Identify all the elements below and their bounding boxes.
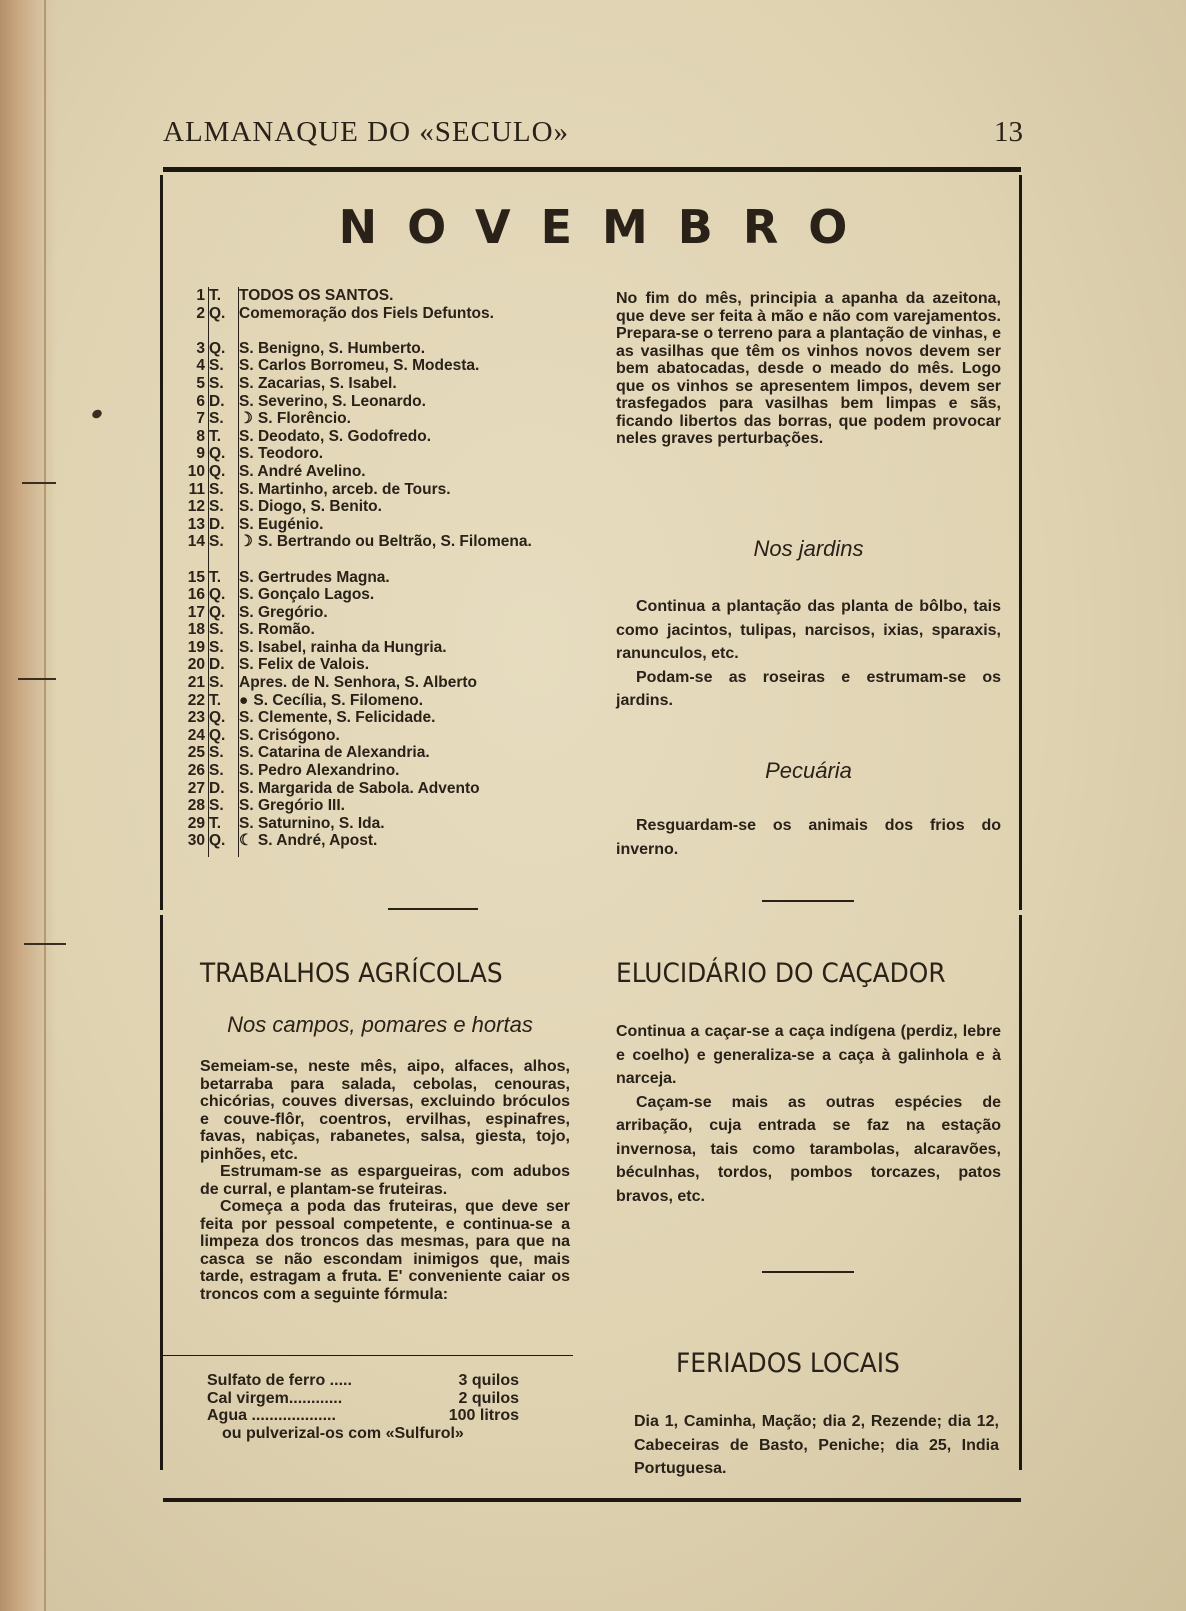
jardins-heading: Nos jardins bbox=[753, 536, 864, 561]
day-number: 1 bbox=[196, 287, 205, 304]
weekday: T. bbox=[209, 691, 222, 709]
day-number: 22 bbox=[187, 691, 205, 709]
saints-of-day: S. Clemente, S. Felicidade. bbox=[239, 709, 436, 727]
calendar-row bbox=[168, 604, 578, 622]
day-number: 23 bbox=[187, 709, 205, 727]
page-header bbox=[163, 116, 1023, 156]
pecuaria-heading: Pecuária bbox=[765, 758, 852, 783]
weekday: D. bbox=[209, 392, 225, 410]
day-number: 15 bbox=[187, 568, 205, 586]
weekday: S. bbox=[209, 744, 224, 762]
calendar-row bbox=[168, 692, 578, 710]
calendar-row bbox=[168, 656, 578, 674]
saints-of-day: ☾ S. André, Apost. bbox=[239, 832, 378, 850]
saints-of-day: S. Eugénio. bbox=[239, 515, 324, 533]
calendar-row bbox=[168, 709, 578, 727]
calendar-row bbox=[168, 744, 578, 762]
bottom-rule bbox=[163, 1498, 1021, 1502]
saints-of-day: S. Teodoro. bbox=[239, 445, 324, 463]
day-number: 9 bbox=[196, 445, 205, 463]
saints-of-day: S. Severino, S. Leonardo. bbox=[239, 392, 426, 410]
calendar-row bbox=[168, 516, 578, 534]
saints-of-day: S. Benigno, S. Humberto. bbox=[239, 339, 426, 357]
saints-of-day: ☽ S. Bertrando ou Beltrão, S. Filomena. bbox=[239, 533, 532, 551]
calendar-row bbox=[168, 832, 578, 850]
binding-edge bbox=[0, 0, 56, 1611]
saints-of-day: S. Catarina de Alexandria. bbox=[239, 744, 430, 762]
month-title: NOVEMBRO bbox=[338, 200, 878, 254]
trabalhos-p2: Estrumam-se as espargueiras, com adubos de curral, e plantam-se fruteiras. bbox=[200, 1163, 570, 1198]
weekday: S. bbox=[209, 498, 224, 516]
weekday: S. bbox=[209, 480, 224, 498]
formula-row bbox=[207, 1372, 537, 1390]
formula-quantity: 2 quilos bbox=[458, 1389, 519, 1407]
running-title: ALMANAQUE DO «SECULO» bbox=[163, 116, 570, 148]
moon-phase-icon: ☽ bbox=[239, 533, 253, 551]
day-number: 19 bbox=[187, 638, 205, 656]
separator bbox=[762, 900, 854, 902]
weekday: Q. bbox=[209, 445, 226, 463]
cacador-text bbox=[616, 1020, 1001, 1208]
separator bbox=[762, 1271, 854, 1273]
calendar-row bbox=[168, 305, 578, 340]
feriados-p1: Dia 1, Caminha, Mação; dia 2, Rezende; dia 12, Cabeceiras de Basto, Peniche; dia 25, India Portuguesa. bbox=[634, 1413, 999, 1477]
feriados-title: FERIADOS LOCAIS bbox=[676, 1348, 900, 1379]
day-number: 7 bbox=[196, 410, 205, 428]
weekday: S. bbox=[209, 621, 224, 639]
formula-item: Cal virgem............ bbox=[207, 1389, 343, 1407]
calendar-row bbox=[168, 674, 578, 692]
day-number: 14 bbox=[187, 533, 205, 551]
day-number: 26 bbox=[187, 762, 205, 780]
calendar-row bbox=[168, 762, 578, 780]
formula-quantity: 3 quilos bbox=[458, 1372, 519, 1389]
weekday: Q. bbox=[209, 586, 226, 604]
saints-of-day: S. Gertrudes Magna. bbox=[239, 568, 390, 586]
calendar-row bbox=[168, 727, 578, 745]
calendar-list bbox=[168, 287, 578, 850]
formula-divider bbox=[163, 1355, 573, 1356]
day-number: 11 bbox=[188, 480, 205, 498]
trabalhos-p1: Semeiam-se, neste mês, aipo, alfaces, alhos, betarraba para salada, cebolas, cenouras, chicórias, couves diversas, excluindo bróculos e couve-flôr, coentros, ervilhas, espinafres, favas, nabiças, rabanetes, salsa, giesta, tojo, pinhões, etc. bbox=[200, 1058, 570, 1163]
jardins-p1: Continua a plantação das planta de bôlbo, tais como jacintos, tulipas, narcisos, ixias, sparaxis, ranunculos, etc. bbox=[616, 598, 1001, 662]
jardins-text bbox=[616, 595, 1001, 713]
weekday: T. bbox=[209, 814, 222, 832]
day-number: 21 bbox=[187, 674, 205, 692]
formula-item: Sulfato de ferro ..... bbox=[207, 1372, 352, 1389]
trabalhos-p3: Começa a poda das fruteiras, que deve ser feita por pessoal competente, e continua-se a limpeza dos troncos das mesmas, para que na casca se não escondam inimigos que, mais tarde, estragam a fruta. E' conveniente caiar os troncos com a seguinte fórmula: bbox=[200, 1198, 570, 1303]
trabalhos-text bbox=[200, 1058, 570, 1303]
calendar-row bbox=[168, 569, 578, 587]
saints-of-day: ☽ S. Florêncio. bbox=[239, 410, 351, 428]
day-number: 13 bbox=[187, 515, 205, 533]
saints-of-day: S. André Avelino. bbox=[239, 462, 366, 480]
day-number: 12 bbox=[187, 498, 205, 516]
formula-row bbox=[207, 1407, 537, 1425]
month-intro bbox=[616, 290, 1001, 448]
day-number: 16 bbox=[187, 586, 205, 604]
saints-of-day: S. Crisógono. bbox=[239, 726, 340, 744]
margin-mark bbox=[24, 943, 66, 945]
margin-mark bbox=[22, 482, 56, 484]
calendar-row bbox=[168, 463, 578, 481]
saints-of-day: S. Gregório. bbox=[239, 603, 328, 621]
day-number: 17 bbox=[187, 603, 205, 621]
day-number: 4 bbox=[196, 357, 205, 375]
weekday: S. bbox=[209, 357, 224, 375]
feriados-text bbox=[634, 1410, 999, 1481]
day-number: 30 bbox=[187, 832, 205, 850]
calendar-row bbox=[168, 428, 578, 446]
calendar-row bbox=[168, 410, 578, 428]
weekday: Q. bbox=[209, 832, 226, 850]
calendar-row bbox=[168, 357, 578, 375]
separator bbox=[388, 908, 478, 910]
trabalhos-subtitle: Nos campos, pomares e hortas bbox=[227, 1012, 533, 1037]
day-number: 29 bbox=[187, 814, 205, 832]
weekday: S. bbox=[209, 762, 224, 780]
saints-of-day: S. Saturnino, S. Ida. bbox=[239, 814, 385, 832]
day-number: 28 bbox=[187, 797, 205, 815]
calendar-row bbox=[168, 287, 578, 305]
frame-right-lower bbox=[1019, 915, 1022, 1470]
weekday: S. bbox=[209, 410, 224, 428]
formula-quantity: 100 litros bbox=[448, 1407, 519, 1424]
jardins-p2: Podam-se as roseiras e estrumam-se os jardins. bbox=[616, 668, 1001, 709]
formula-row bbox=[207, 1390, 537, 1408]
frame-right bbox=[1019, 175, 1022, 910]
page-number: 13 bbox=[994, 116, 1023, 148]
pecuaria-text bbox=[616, 814, 1001, 861]
weekday: Q. bbox=[209, 462, 226, 480]
cacador-p2: Caçam-se mais as outras espécies de arribação, cuja entrada se faz na estação invernosa, tais como tarambolas, alcaravões, béculnhas, tordos, pombos torcazes, patos bravos, etc. bbox=[616, 1093, 1001, 1205]
calendar-row bbox=[168, 393, 578, 411]
frame-left-lower bbox=[160, 915, 163, 1470]
trabalhos-title: TRABALHOS AGRÍCOLAS bbox=[200, 958, 503, 989]
formula-item: Agua ................... bbox=[207, 1407, 336, 1424]
frame-left bbox=[160, 175, 163, 910]
weekday: D. bbox=[209, 515, 225, 533]
day-number: 24 bbox=[187, 726, 205, 744]
moon-phase-icon: ☽ bbox=[239, 410, 253, 428]
calendar-row bbox=[168, 533, 578, 568]
saints-of-day: S. Gregório III. bbox=[239, 797, 345, 815]
saints-of-day: S. Isabel, rainha da Hungria. bbox=[239, 638, 447, 656]
day-number: 20 bbox=[187, 656, 205, 674]
saints-of-day: Comemoração dos Fiels Defuntos. bbox=[239, 304, 494, 322]
saints-of-day: S. Gonçalo Lagos. bbox=[239, 586, 375, 604]
calendar-row bbox=[168, 621, 578, 639]
formula-table bbox=[207, 1372, 537, 1425]
weekday: S. bbox=[209, 674, 224, 692]
saints-of-day: S. Felix de Valois. bbox=[239, 656, 370, 674]
top-rule bbox=[163, 167, 1021, 172]
formula-alternative: ou pulverizal-os com «Sulfurol» bbox=[222, 1425, 464, 1442]
day-number: 3 bbox=[196, 339, 205, 357]
calendar-row bbox=[168, 481, 578, 499]
day-number: 27 bbox=[187, 779, 205, 797]
day-number: 18 bbox=[187, 621, 205, 639]
day-number: 2 bbox=[196, 304, 205, 322]
weekday: S. bbox=[209, 638, 224, 656]
saints-of-day: Apres. de N. Senhora, S. Alberto bbox=[239, 674, 478, 692]
weekday: T. bbox=[209, 427, 222, 445]
saints-of-day: S. Diogo, S. Benito. bbox=[239, 498, 382, 516]
calendar-row bbox=[168, 498, 578, 516]
saints-of-day: S. Margarida de Sabola. Advento bbox=[239, 779, 480, 797]
weekday: D. bbox=[209, 779, 225, 797]
day-number: 6 bbox=[196, 392, 205, 410]
day-number: 8 bbox=[196, 427, 205, 445]
weekday: Q. bbox=[209, 304, 226, 322]
cacador-p1: Continua a caçar-se a caça indígena (perdiz, lebre e coelho) e generaliza-se a caça à galinhola e à narceja. bbox=[616, 1023, 1001, 1087]
saints-of-day: S. Carlos Borromeu, S. Modesta. bbox=[239, 357, 480, 375]
saints-of-day: TODOS OS SANTOS. bbox=[239, 287, 394, 304]
saints-of-day: ● S. Cecília, S. Filomeno. bbox=[239, 691, 424, 709]
calendar-row bbox=[168, 797, 578, 815]
weekday: Q. bbox=[209, 603, 226, 621]
saints-of-day: S. Deodato, S. Godofredo. bbox=[239, 427, 432, 445]
cacador-title: ELUCIDÁRIO DO CAÇADOR bbox=[616, 958, 946, 989]
calendar-row bbox=[168, 780, 578, 798]
calendar-divider bbox=[208, 287, 209, 857]
calendar-row bbox=[168, 340, 578, 358]
weekday: S. bbox=[209, 374, 224, 392]
saints-of-day: S. Pedro Alexandrino. bbox=[239, 762, 400, 780]
day-number: 10 bbox=[187, 462, 205, 480]
weekday: D. bbox=[209, 656, 225, 674]
day-number: 5 bbox=[196, 374, 205, 392]
pecuaria-p1: Resguardam-se os animais dos frios do inverno. bbox=[616, 817, 1001, 858]
weekday: S. bbox=[209, 533, 224, 551]
calendar-row bbox=[168, 375, 578, 393]
weekday: S. bbox=[209, 797, 224, 815]
weekday: Q. bbox=[209, 709, 226, 727]
intro-paragraph: No fim do mês, principia a apanha da azeitona, que deve ser feita à mão e não com varejamentos. Prepara-se o terreno para a plantação de vinhas, e as vasilhas que têm os vinhos novos devem ser bem abatocadas, desde o meado do mês. Logo que os vinhos se apresentem limpos, devem ser trasfegados para vasilhas bem limpas e sãs, ficando libertos das borras, que podem provocar neles graves perturbações. bbox=[616, 290, 1001, 447]
calendar-divider bbox=[238, 287, 239, 857]
calendar-row bbox=[168, 815, 578, 833]
saints-of-day: S. Romão. bbox=[239, 621, 315, 639]
weekday: T. bbox=[209, 568, 222, 586]
margin-mark bbox=[18, 678, 56, 680]
calendar-row bbox=[168, 586, 578, 604]
moon-phase-icon: ● bbox=[239, 691, 249, 709]
moon-phase-icon: ☾ bbox=[239, 832, 253, 850]
weekday: Q. bbox=[209, 726, 226, 744]
saints-of-day: S. Zacarias, S. Isabel. bbox=[239, 374, 397, 392]
saints-of-day: S. Martinho, arceb. de Tours. bbox=[239, 480, 451, 498]
day-number: 25 bbox=[187, 744, 205, 762]
weekday: Q. bbox=[209, 339, 226, 357]
weekday: T. bbox=[209, 287, 222, 304]
calendar-row bbox=[168, 445, 578, 463]
calendar-row bbox=[168, 639, 578, 657]
